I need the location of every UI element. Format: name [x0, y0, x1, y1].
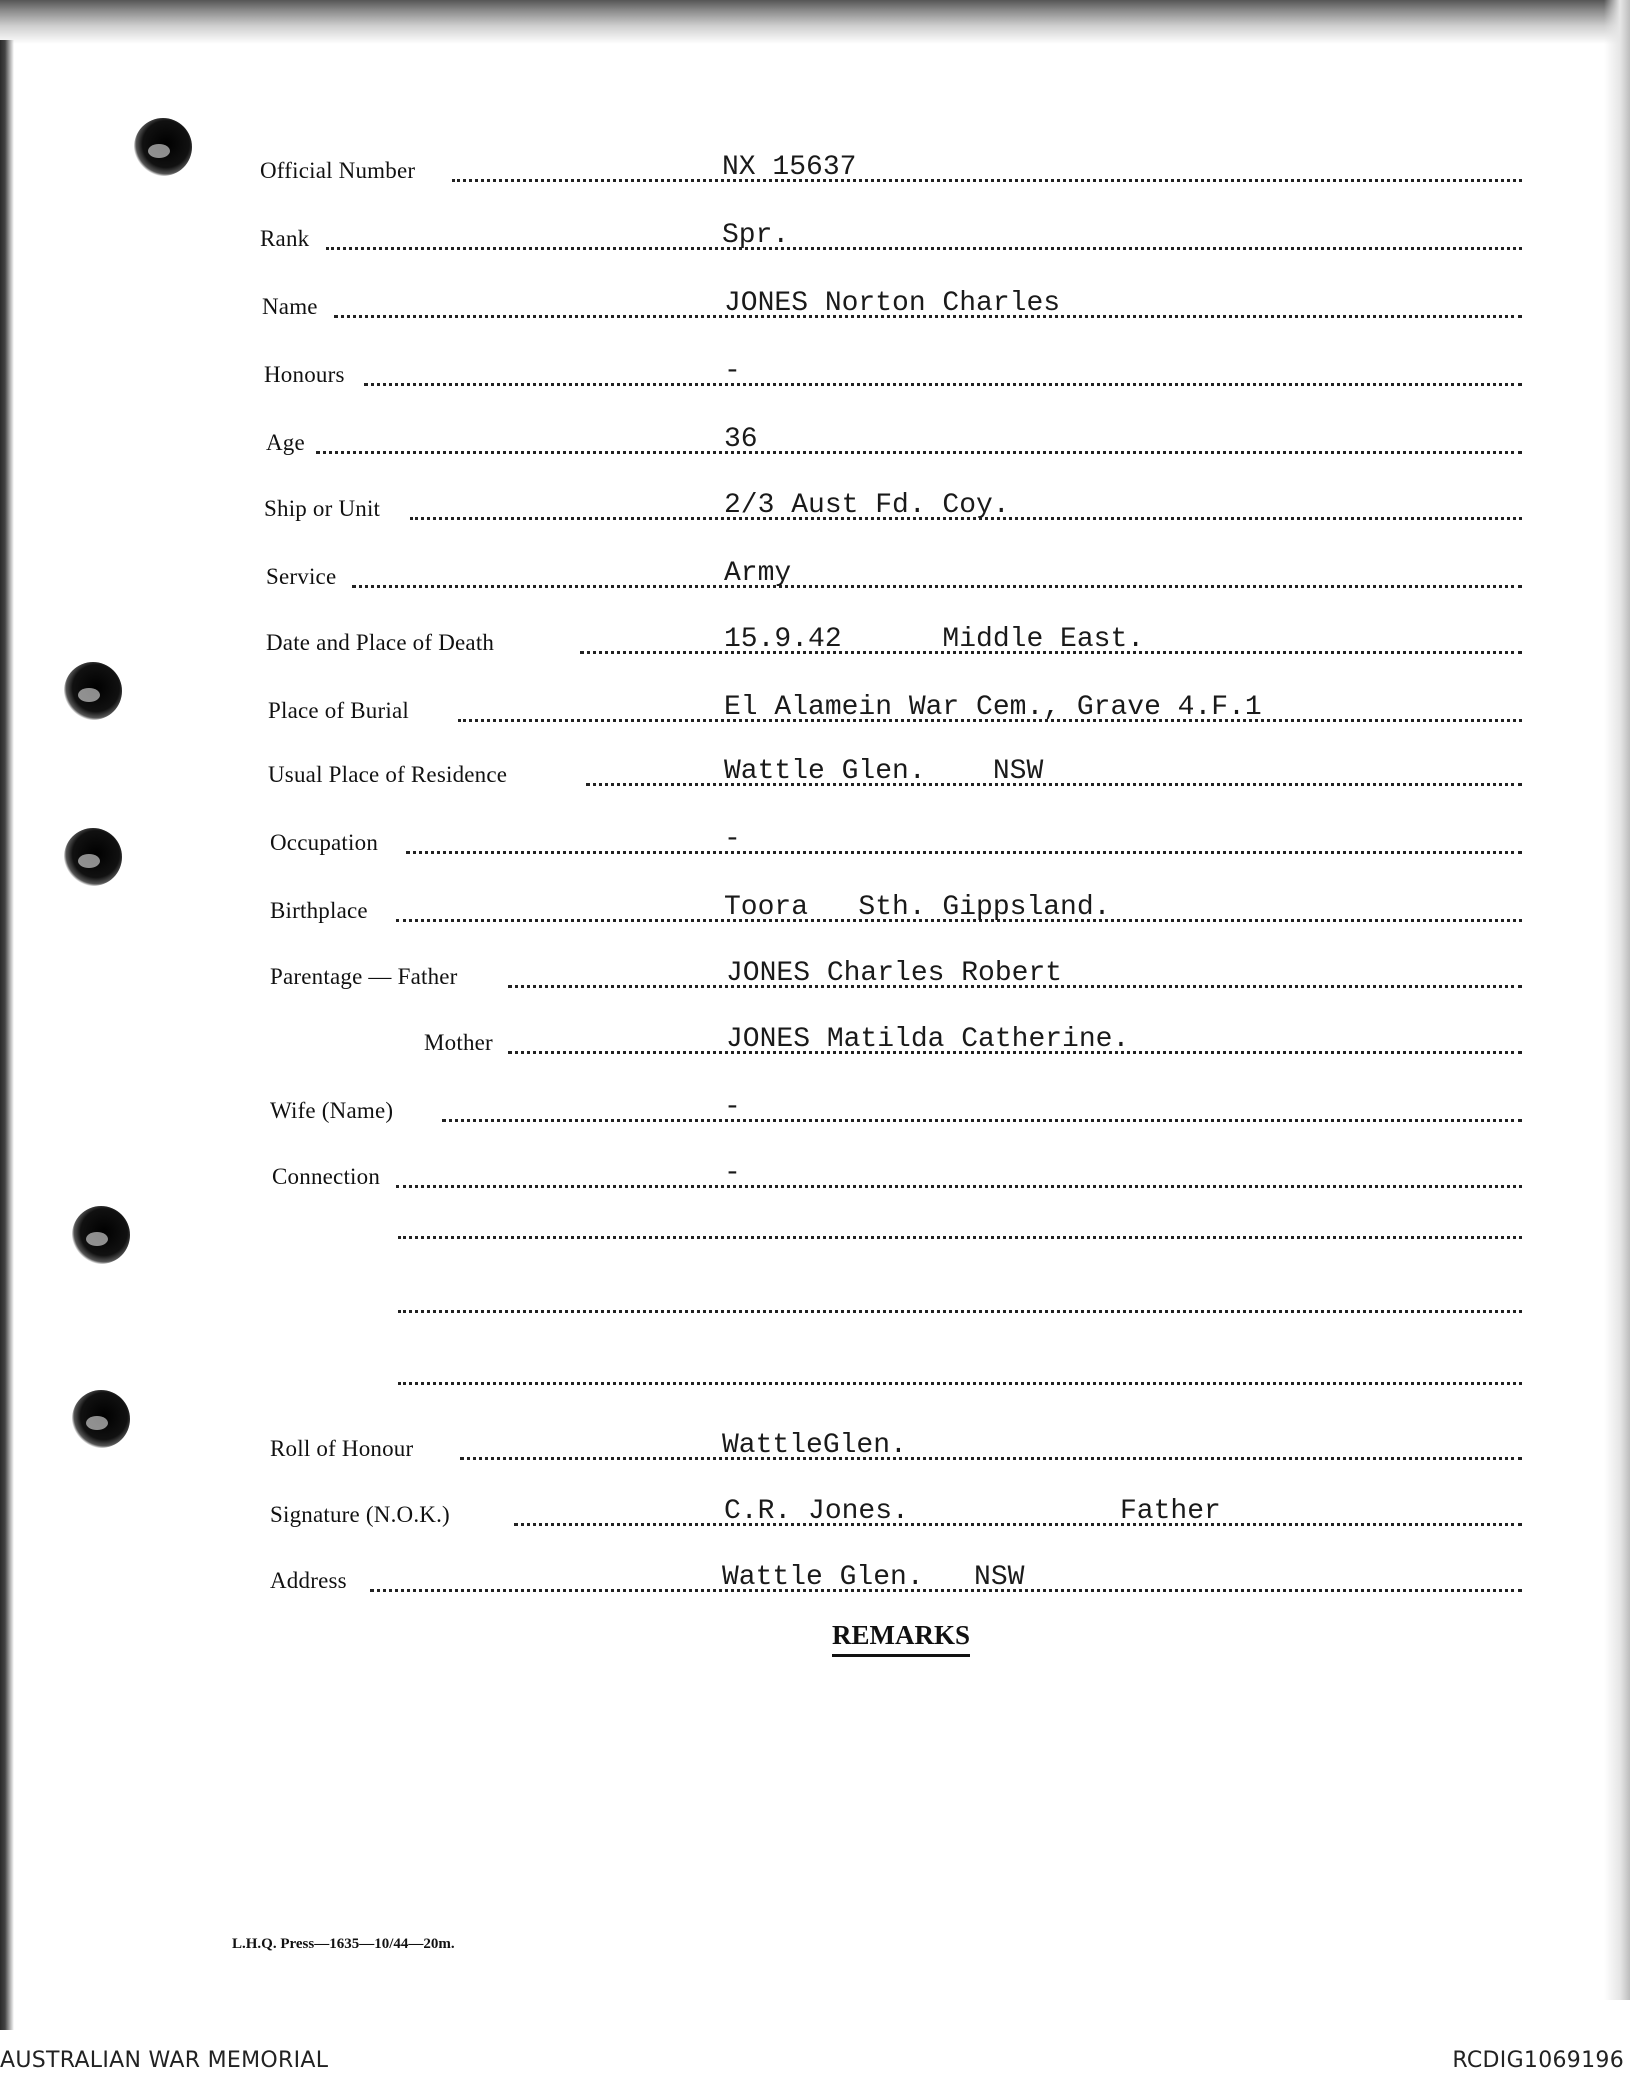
field-name — [0, 286, 1630, 326]
signature-relation: Father — [1120, 1496, 1221, 1527]
printer-note: L.H.Q. Press—1635—10/44—20m. — [232, 1936, 455, 1952]
punch-hole-icon — [72, 1206, 130, 1264]
field-signature — [0, 1494, 1630, 1534]
field-value: C.R. Jones. — [724, 1496, 909, 1527]
field-value: Wattle Glen. NSW — [724, 756, 1044, 787]
field-label: Service — [266, 564, 337, 589]
scan-top-shadow — [0, 0, 1630, 44]
field-value: Toora Sth. Gippsland. — [724, 892, 1111, 923]
dotted-leader — [442, 1119, 1522, 1122]
field-label: Parentage — Father — [270, 964, 458, 989]
dotted-leader — [364, 383, 1522, 386]
field-label: Signature (N.O.K.) — [270, 1502, 450, 1527]
field-ship-or-unit — [0, 488, 1630, 528]
dotted-leader — [352, 585, 1522, 588]
dotted-leader — [514, 1523, 1522, 1526]
dotted-leader — [326, 247, 1522, 250]
blank-line — [398, 1310, 1522, 1313]
dotted-leader — [460, 1457, 1522, 1460]
field-value: JONES Charles Robert — [726, 958, 1063, 989]
field-value: Army — [724, 558, 792, 589]
field-address — [0, 1560, 1630, 1600]
field-value: JONES Norton Charles — [724, 288, 1061, 319]
field-mother — [0, 1022, 1630, 1062]
field-value: JONES Matilda Catherine. — [726, 1024, 1130, 1055]
field-label: Ship or Unit — [264, 496, 381, 521]
dotted-leader — [396, 1185, 1522, 1188]
field-value: - — [724, 1092, 741, 1123]
field-rank — [0, 218, 1630, 258]
field-honours — [0, 354, 1630, 394]
field-value: El Alamein War Cem., Grave 4.F.1 — [724, 692, 1262, 723]
dotted-leader — [316, 451, 1522, 454]
dotted-leader — [406, 851, 1522, 854]
field-father — [0, 956, 1630, 996]
field-value: Wattle Glen. NSW — [722, 1562, 1025, 1593]
blank-line — [398, 1382, 1522, 1385]
field-value: WattleGlen. — [722, 1430, 907, 1461]
field-roll-of-honour — [0, 1428, 1630, 1468]
field-label: Name — [262, 294, 318, 319]
field-value: - — [724, 356, 741, 387]
field-value: - — [724, 824, 741, 855]
field-connection — [0, 1156, 1630, 1196]
field-value: NX 15637 — [722, 152, 857, 183]
field-label: Address — [270, 1568, 347, 1593]
footer-record-id: RCDIG1069196 — [1452, 2048, 1624, 2073]
field-label: Honours — [264, 362, 345, 387]
field-label: Rank — [260, 226, 310, 251]
field-label: Roll of Honour — [270, 1436, 414, 1461]
remarks-heading: REMARKS — [832, 1620, 970, 1657]
field-value: - — [724, 1158, 741, 1189]
field-value: Spr. — [722, 220, 790, 251]
field-label: Official Number — [260, 158, 416, 183]
field-label: Date and Place of Death — [266, 630, 495, 655]
field-official-number — [0, 150, 1630, 190]
field-service — [0, 556, 1630, 596]
field-value: 36 — [724, 424, 758, 455]
blank-line — [398, 1236, 1522, 1239]
field-label: Usual Place of Residence — [268, 762, 508, 787]
dotted-leader — [452, 179, 1522, 182]
field-birthplace — [0, 890, 1630, 930]
field-label: Wife (Name) — [270, 1098, 394, 1123]
field-label: Age — [266, 430, 305, 455]
field-wife — [0, 1090, 1630, 1130]
field-label: Connection — [272, 1164, 381, 1189]
field-age — [0, 422, 1630, 462]
field-date-place-death — [0, 622, 1630, 662]
field-place-of-burial — [0, 690, 1630, 730]
field-value: 15.9.42 Middle East. — [724, 624, 1145, 655]
field-label: Birthplace — [270, 898, 368, 923]
field-occupation — [0, 822, 1630, 862]
field-value: 2/3 Aust Fd. Coy. — [724, 490, 1010, 521]
footer-institution: AUSTRALIAN WAR MEMORIAL — [0, 2048, 329, 2073]
field-label: Occupation — [270, 830, 379, 855]
field-usual-residence — [0, 754, 1630, 794]
field-label: Place of Burial — [268, 698, 409, 723]
field-label: Mother — [424, 1030, 493, 1055]
